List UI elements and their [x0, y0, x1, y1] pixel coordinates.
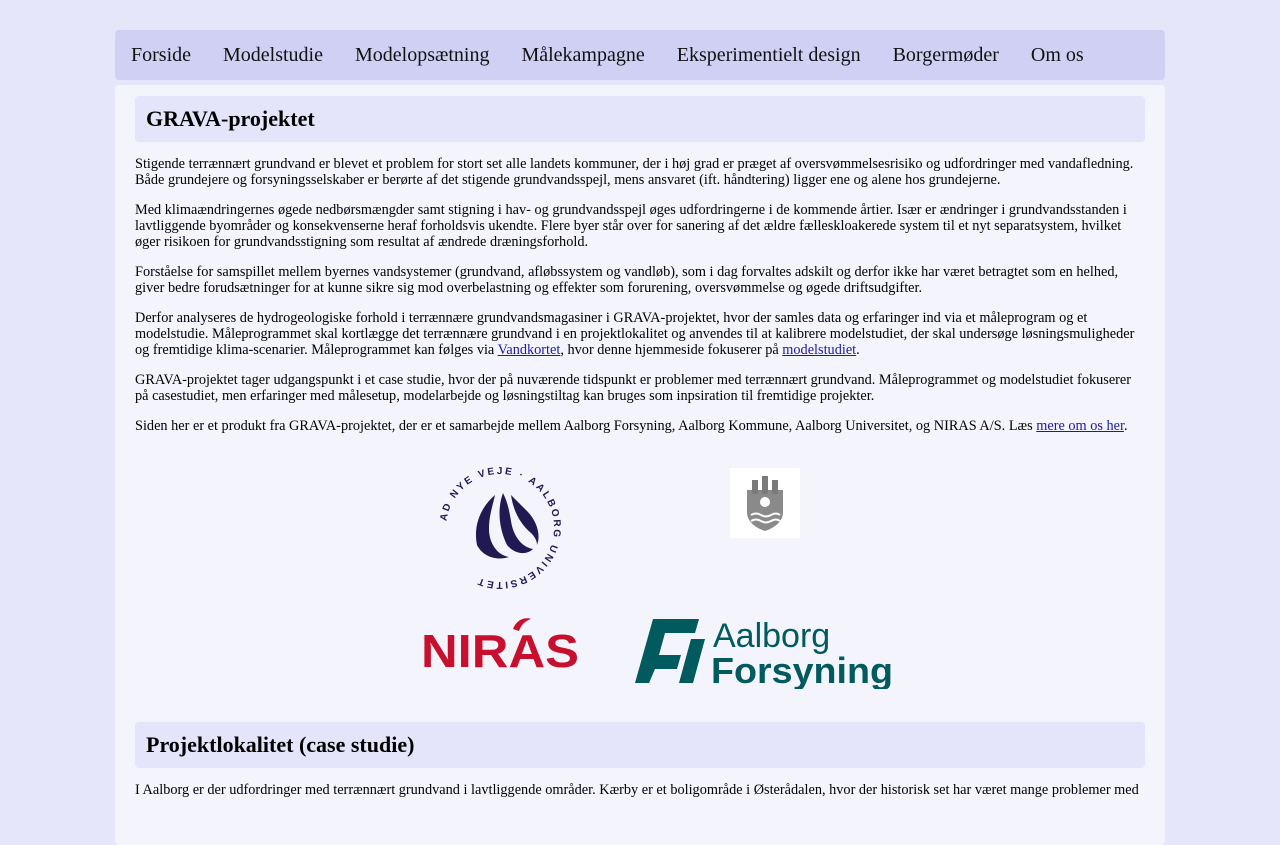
paragraph-6 — [135, 418, 1145, 434]
aalborg-kommune-crest-icon — [730, 468, 800, 538]
paragraph-4-text-a: Derfor analyseres de hydrogeologiske forhold i terrænnære grundvandsmagasiner i GRAVA-projektet, hvor der samles data og erfaringer ind via et måleprogram og et modelstudie. Måleprogrammet skal kortlægge det terrænnære grundvand i en projektlokalitet og anvendes til at kalibrere modelstudiet, der skal undersøge løsningsmuligheder og fremtidige klima-scenarier. Måleprogrammet kan følges via — [135, 310, 1135, 358]
nav-malekampagne[interactable]: Målekampagne — [521, 44, 645, 66]
aau-logo-graphic — [437, 465, 563, 591]
nav-modelopsaetning[interactable]: Modelopsætning — [355, 44, 490, 66]
paragraph-6-text-b: . — [1123, 418, 1128, 434]
aau-ring-text: AD NYE VEJE · AALBORG UNIVERSITET — [438, 465, 563, 591]
paragraph-6-text-a: Siden her er et produkt fra GRAVA-projektet, der er et samarbejde mellem Aalborg Forsyning, Aalborg Kommune, Aalborg Universitet, og NIRAS A/S. Læs — [135, 418, 1037, 434]
paragraph-3: Forståelse for samspillet mellem byernes vandsystemer (grundvand, afløbssystem og vandløb), som i dag forvaltes adskilt og derfor ikke har været betragtet som en helhed, giver bedre forudsætninger for at kunne sikre sig mod overbelastning og effekter som forurening, oversvømmelse og øgede driftsudgifter. — [135, 264, 1119, 296]
paragraph-4-text-c: . — [856, 342, 860, 358]
main-content — [115, 85, 1165, 845]
modelstudiet-link[interactable]: modelstudiet — [782, 342, 857, 358]
aalborg-forsyning-logo — [635, 613, 895, 689]
paragraph-5: GRAVA-projektet tager udgangspunkt i et case studie, hvor der på nuværende tidspunkt er problemer med terrænnært grundvand. Måleprogrammet og modelstudiet fokuserer på casestudiet, men erfaringer med målesetup, modelarbejde og løsningstiltag kan bruges som inpsiration til fremtidige projekter. — [135, 372, 1132, 404]
nav-om-os[interactable]: Om os — [1030, 44, 1084, 66]
main-nav — [115, 30, 1165, 80]
forsyning-logo-graphic — [635, 613, 895, 689]
section-header-projektlokalitet — [135, 722, 1145, 768]
forsyning-wordmark-line2: Forsyning — [711, 650, 893, 689]
aalborg-kommune-logo — [730, 468, 800, 538]
paragraph-2: Med klimaændringernes øgede nedbørsmængder samt stigning i hav- og grundvandsspejl øges udfordringerne i de kommende årtier. Især er ændringer i grundvandsstanden i lavtliggende byområder og konsekvenserne heraf forholdsvis ukendte. Flere byer står over for sanering af det ældre fælleskloakerede system til et nyt separatsystem, hvilket øger risikoen for grundvandsstigning som resultat af ændrede dræningsforhold. — [135, 202, 1127, 250]
paragraph-4 — [135, 310, 1145, 358]
nav-eksperimentielt-design[interactable]: Eksperimentielt design — [676, 44, 861, 66]
paragraph-7: I Aalborg er der udfordringer med terrænnært grundvand i lavtliggende områder. Kærby er et boligområde i Østerådalen, hvor der historisk set har været mange problemer med — [135, 782, 1139, 798]
nav-forside[interactable]: Forside — [131, 44, 191, 66]
grava-text — [135, 156, 1145, 448]
nav-borgermoder[interactable]: Borgermøder — [892, 44, 999, 66]
niras-logo-graphic — [421, 615, 581, 671]
forsyning-wordmark-line1: Aalborg — [713, 617, 831, 655]
section-header-grava — [135, 96, 1145, 142]
projektlokalitet-text — [135, 782, 1145, 812]
vandkortet-link[interactable]: Vandkortet — [497, 342, 561, 358]
niras-wordmark: NIRAS — [421, 625, 579, 671]
paragraph-4-text-b: , hvor denne hjemmeside fokuserer på — [560, 342, 783, 358]
mere-om-os-link[interactable]: mere om os her — [1036, 418, 1124, 434]
nav-modelstudie[interactable]: Modelstudie — [223, 44, 323, 66]
aau-logo — [437, 465, 563, 591]
niras-logo — [421, 615, 581, 671]
svg-text:AD NYE VEJE · AALBORG UNIVERSI — [438, 466, 562, 590]
paragraph-1: Stigende terrænnært grundvand er blevet et problem for stort set alle landets kommuner, der i høj grad er præget af oversvømmelsesrisiko og udfordringer med vandafledning. Både grundejere og forsyningsselskaber er berørte af det stigende grundvandsspejl, mens ansvaret (ift. håndtering) ligger ene og alene hos grundejerne. — [135, 156, 1134, 188]
section-title-grava: GRAVA-projektet — [146, 106, 315, 131]
section-title-projektlokalitet: Projektlokalitet (case studie) — [146, 732, 415, 757]
